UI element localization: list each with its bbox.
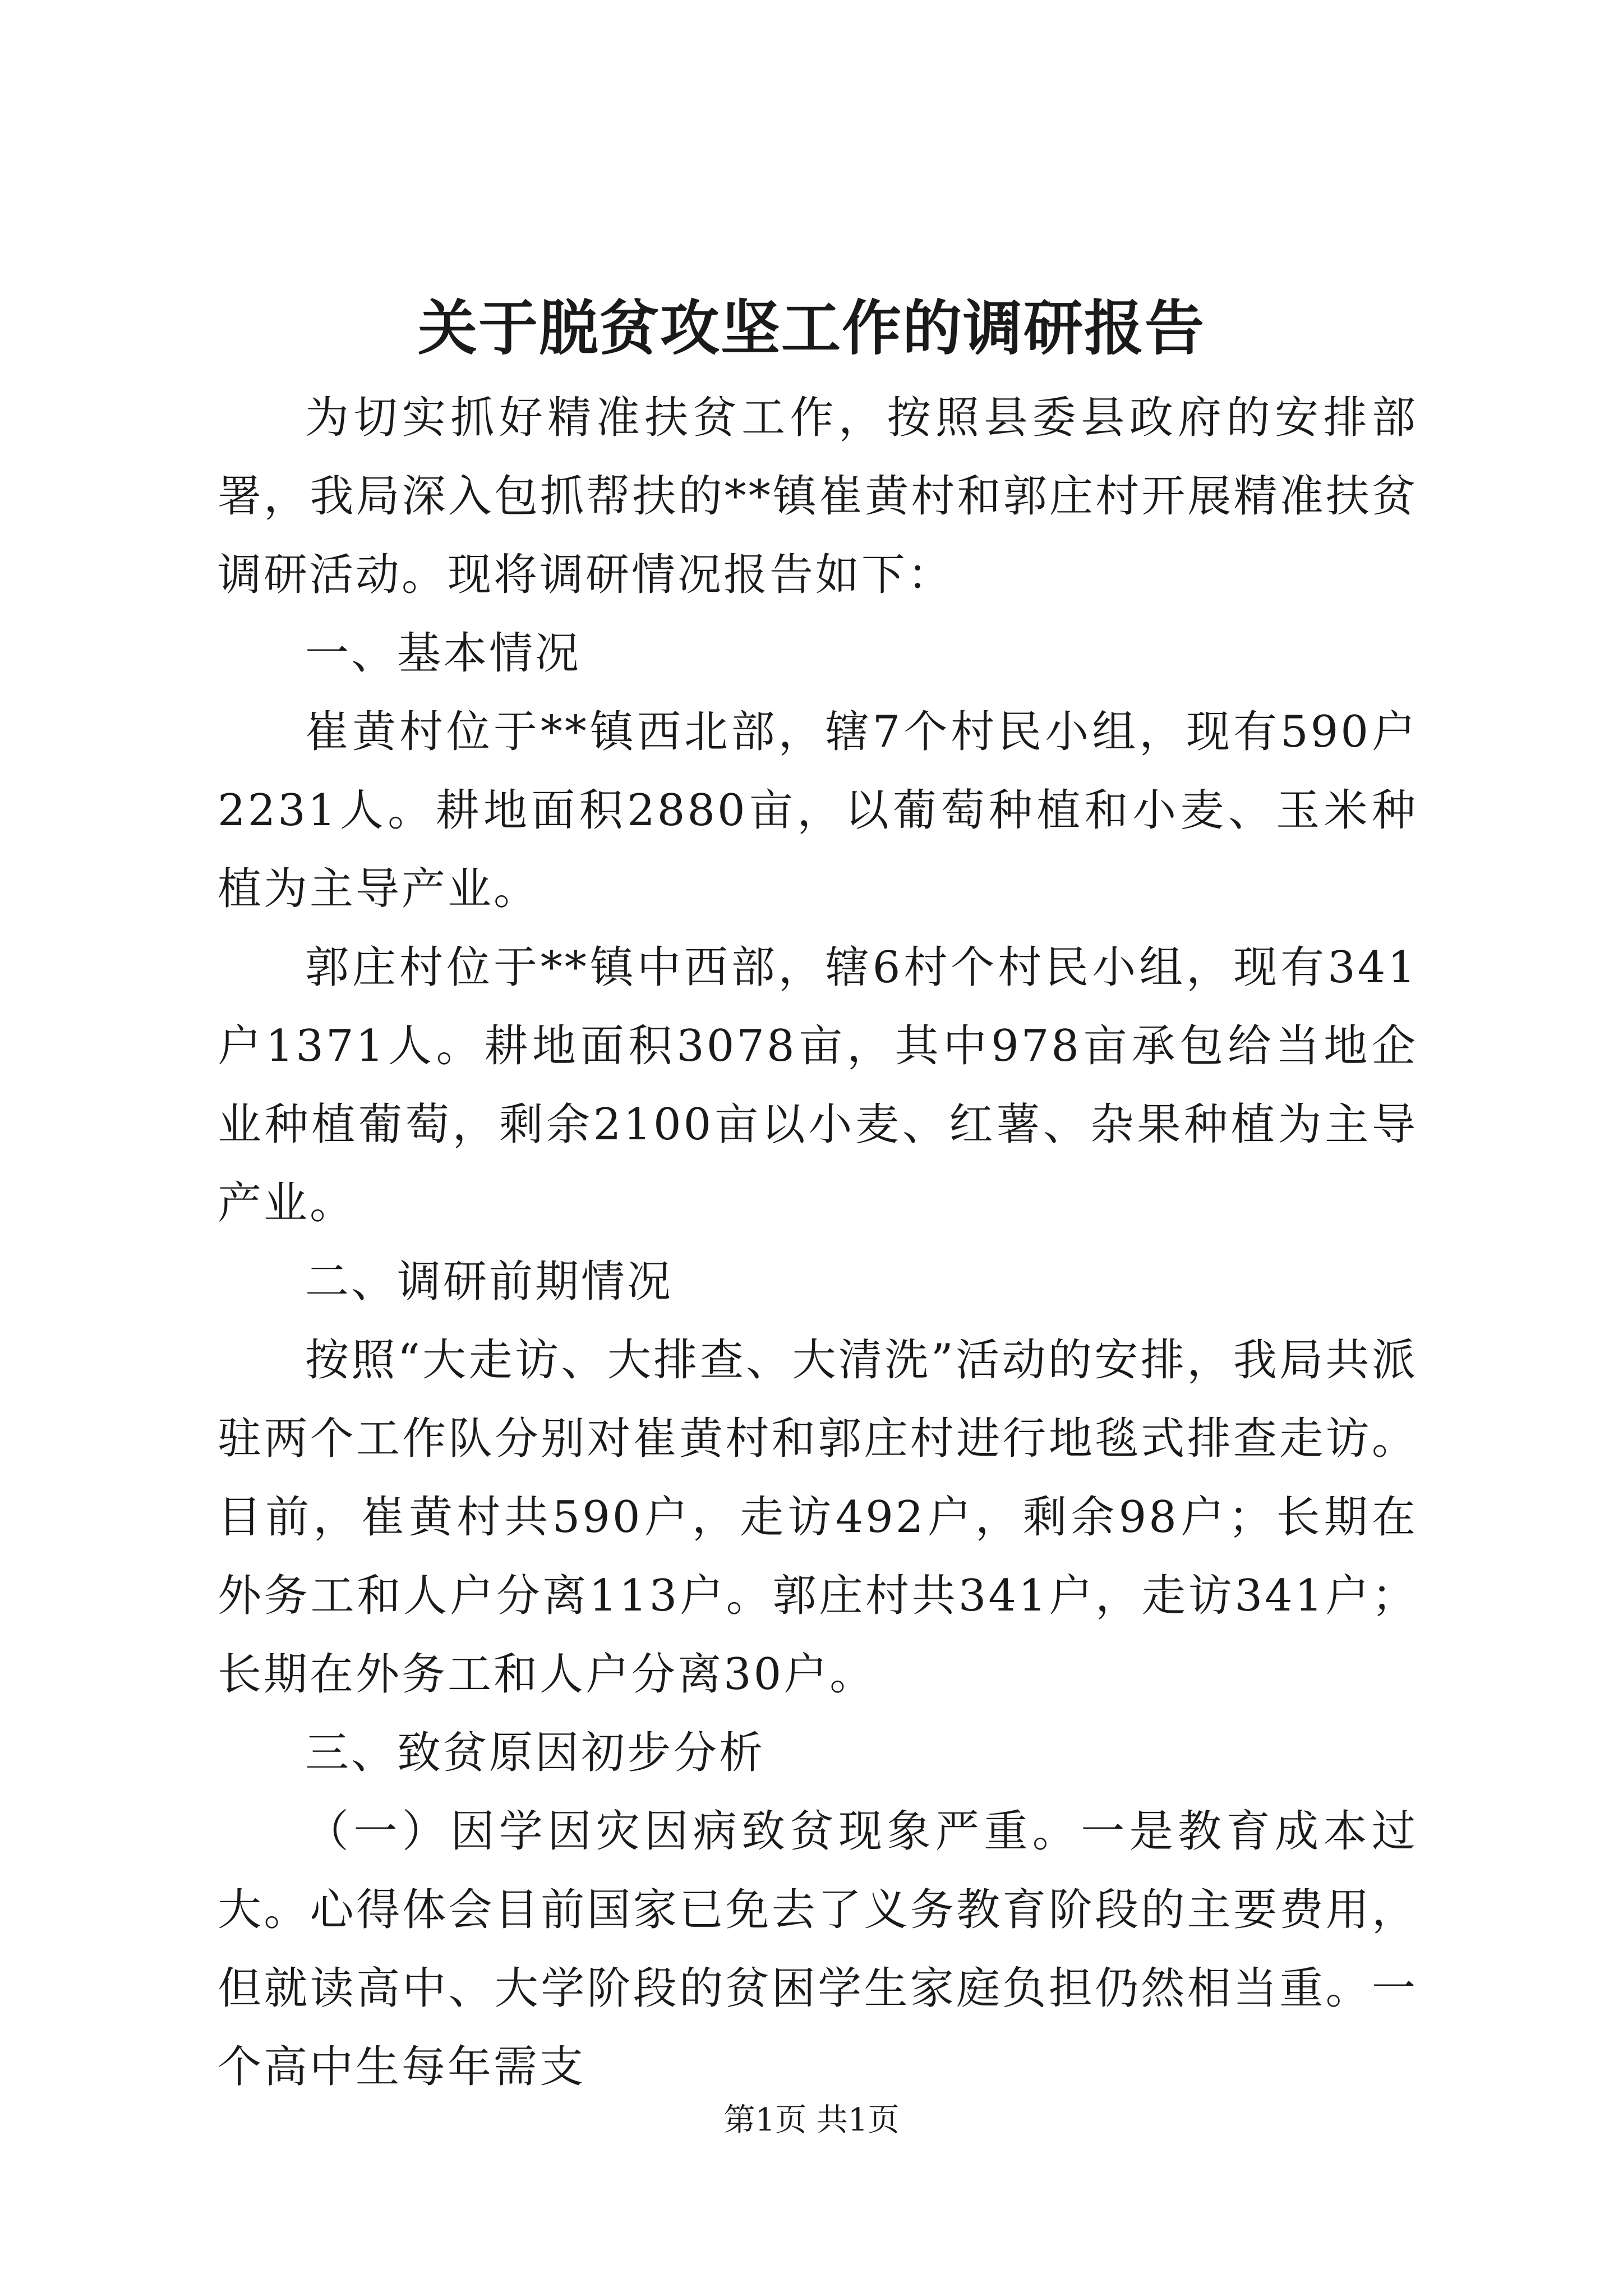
page-footer: 第1页 共1页 xyxy=(723,2102,900,2138)
paragraph-guozhuang-village: 郭庄村位于**镇中西部，辖6村个村民小组，现有341户1371人。耕地面积3078亩，其中978亩承包给当地企业种植葡萄，剩余2100亩以小麦、红薯、杂果种植为主导产业。 xyxy=(218,942,1418,1228)
section-heading-preliminary: 二、调研前期情况 xyxy=(305,1257,674,1307)
document-body xyxy=(218,379,1418,2106)
paragraph-education-cost: （一）因学因灾因病致贫现象严重。一是教育成本过大。心得体会目前国家已免去了义务教育阶段的主要费用，但就读高中、大学阶段的贫困学生家庭负担仍然相当重。一个高中生每年需支 xyxy=(218,1806,1418,2092)
paragraph-intro: 为切实抓好精准扶贫工作，按照县委县政府的安排部署，我局深入包抓帮扶的**镇崔黄村和郭庄村开展精准扶贫调研活动。现将调研情况报告如下： xyxy=(218,393,1418,600)
document-title: 关于脱贫攻坚工作的调研报告 xyxy=(418,293,1205,363)
paragraph-cuihuang-village: 崔黄村位于**镇西北部，辖7个村民小组，现有590户2231人。耕地面积2880亩，以葡萄种植和小麦、玉米种植为主导产业。 xyxy=(218,707,1418,914)
section-heading-poverty-causes: 三、致贫原因初步分析 xyxy=(305,1728,766,1778)
paragraph-survey-visits: 按照“大走访、大排查、大清洗”活动的安排，我局共派驻两个工作队分别对崔黄村和郭庄村进行地毯式排查走访。目前，崔黄村共590户，走访492户，剩余98户；长期在外务工和人户分离113户。郭庄村共341户，走访341户；长期在外务工和人户分离30户。 xyxy=(218,1335,1418,1700)
section-heading-basic-info: 一、基本情况 xyxy=(305,628,582,679)
